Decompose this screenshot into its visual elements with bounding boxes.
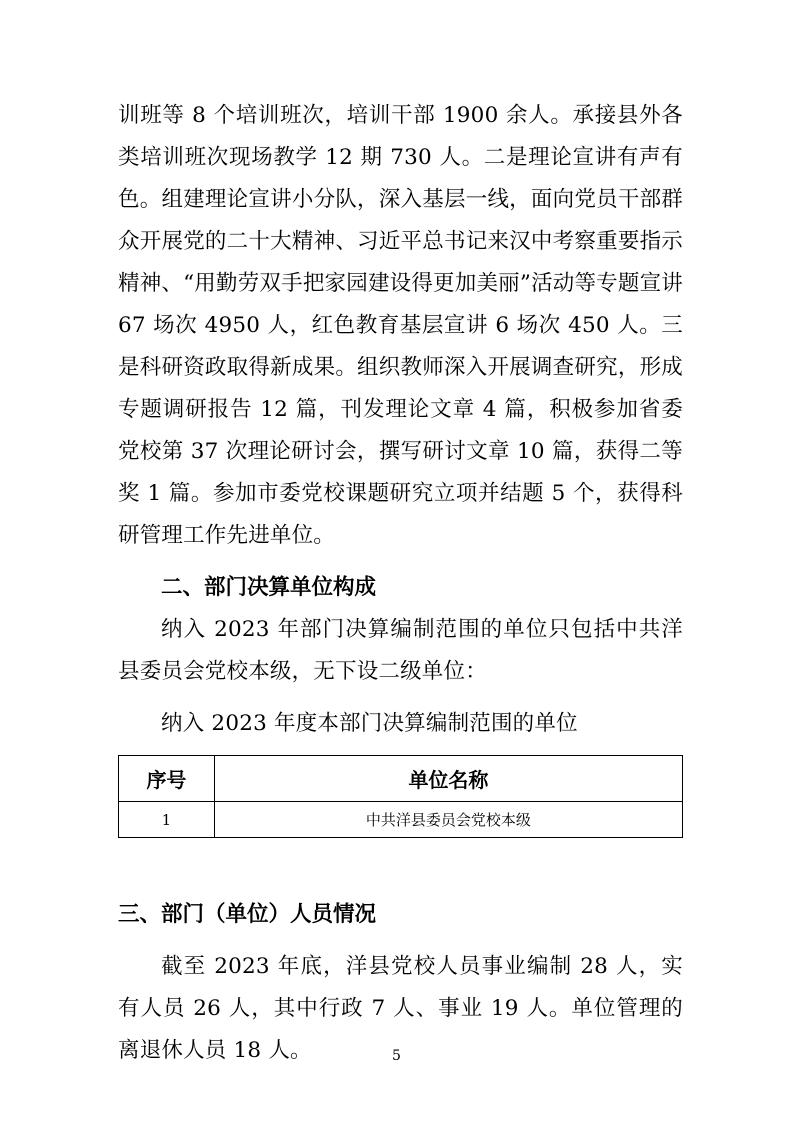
table-row [119, 802, 683, 838]
table-header-name: 单位名称 [214, 756, 682, 802]
section-two-heading: 二、部门决算单位构成 [161, 575, 377, 600]
section-three-paragraph: 截至 2023 年底，洋县党校人员事业编制 28 人，实有人员 26 人，其中行政 7 人、事业 19 人。单位管理的离退休人员 18 人。 [118, 954, 683, 1063]
spacer [118, 838, 683, 872]
spacer [118, 872, 683, 894]
table-cell-name: 中共洋县委员会党校本级 [214, 802, 682, 838]
spacer [118, 936, 683, 946]
table-header-row [119, 756, 683, 802]
table-header-no: 序号 [119, 756, 215, 802]
spacer [118, 693, 683, 703]
page-number: 5 [392, 1048, 401, 1064]
body-paragraph: 训班等 8 个培训班次，培训干部 1900 余人。承接县外各类培训班次现场教学 12 期 730 人。二是理论宣讲有声有色。组建理论宣讲小分队，深入基层一线，面向党员干部群众开展党的二十大精神、习近平总书记来汉中考察重要指示精神、“用勤劳双手把家园建设得更加美丽”活动等专题宣讲 67 场次 4950 人，红色教育基层宣讲 6 场次 450 人。三是科研资政取得新成果。组织教师深入开展调查研究，形成专题调研报告 12 篇，刊发理论文章 4 篇，积极参加省委党校第 37 次理论研讨会，撰写研讨文章 10 篇，获得二等奖 1 篇。参加市委党校课题研究立项并结题 5 个，获得科研管理工作先进单位。 [118, 103, 683, 548]
section-two-paragraph: 纳入 2023 年部门决算编制范围的单位只包括中共洋县委员会党校本级，无下设二级单位： [118, 617, 683, 684]
table-cell-no: 1 [119, 802, 215, 838]
section-three-heading: 三、部门（单位）人员情况 [118, 902, 377, 927]
unit-composition-table [118, 755, 683, 838]
spacer [118, 557, 683, 567]
table-caption: 纳入 2023 年度本部门决算编制范围的单位 [161, 711, 578, 736]
